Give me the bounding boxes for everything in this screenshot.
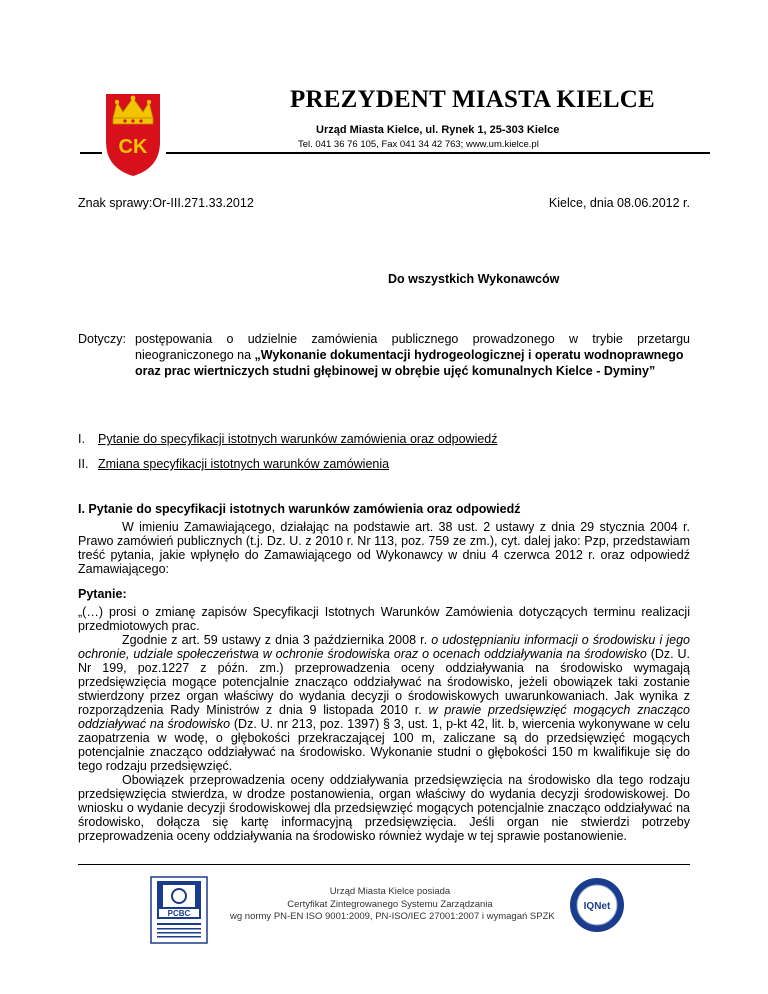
- footer-line-1: Urząd Miasta Kielce posiada: [329, 886, 451, 897]
- pcbc-certificate-logo: [150, 876, 208, 944]
- regarding-line-2: [135, 348, 684, 362]
- toc-item-2-number: II.: [78, 457, 89, 471]
- q-p2-part-e: (Dz. U. nr 213, poz. 1397) § 3, ust. 1, p-kt 42, lit. b, wiercenia wykonywane w celu zaopatrzenia w wodę, o głębokości przekraczającej 100 m, zaliczane są do przedsięwzięć mogących potencjalnie znacząco oddziaływać na środowisko. Wykonanie studni o głębokości 150 m kwalifikuje się do tego rodzaju przedsięwzięć.: [78, 717, 690, 773]
- section-1-intro: W imieniu Zamawiającego, działając na podstawie art. 38 ust. 2 ustawy z dnia 29 stycznia 2004 r. Prawo zamówień publicznych (t.j. Dz. U. z 2010 r. Nr 113, poz. 759 ze zm.), cyt. dalej jako: Pzp, przedstawiam treść pytania, jakie wpłynęło do Zamawiającego od Wykonawcy w dniu 4 czerwca 2012 r. oraz odpowiedź Zamawiającego:: [78, 520, 690, 576]
- letter-date: Kielce, dnia 08.06.2012 r.: [548, 196, 690, 210]
- question-paragraph-2: [78, 633, 690, 773]
- question-body: [78, 605, 690, 843]
- footer-certification-text: [230, 886, 555, 924]
- q-p2-part-a: Zgodnie z art. 59 ustawy z dnia 3 października 2008 r.: [122, 633, 432, 647]
- question-label: Pytanie:: [78, 587, 127, 601]
- footer-rule: [78, 864, 690, 865]
- q-p2-regulation-title: w prawie przedsięwzięć mogących znacząco oddziaływać na środowisko: [78, 703, 691, 731]
- q-p2-part-c: (Dz. U. Nr 199, poz.1227 z późn. zm.) przeprowadzenia oceny oddziaływania na środowisko wymagają przedsięwzięcia mogące potencjalnie znacząco oddziaływać na środowisko, jeżeli obowiązek taki zostanie stwierdzony przez organ właściwy do wydania decyzji o środowiskowych uwarunkowaniach. Jak wynika z rozporządzenia Rady Ministrów z dnia 9 listopada 2010 r.: [78, 647, 691, 717]
- regarding-label: Dotyczy:: [78, 332, 126, 346]
- page-title: PREZYDENT MIASTA KIELCE: [290, 86, 655, 113]
- regarding-line-2-prefix: nieograniczonego na: [135, 348, 255, 362]
- section-1-heading: I. Pytanie do specyfikacji istotnych warunków zamówienia oraz odpowiedź: [78, 502, 521, 516]
- svg-text:CK: CK: [118, 136, 148, 158]
- toc-item-2: [78, 457, 389, 471]
- regarding-line-1: postępowania o udzielnie zamówienia publicznego prowadzonego w trybie przetargu: [135, 332, 690, 346]
- q-p2-act-title: o udostępnianiu informacji o środowisku i jego ochronie, udziale społeczeństwa w ochronie środowiska oraz o ocenach oddziaływania na środowisko: [78, 633, 690, 661]
- toc-item-1: [78, 432, 498, 446]
- pcbc-label: PCBC: [167, 909, 191, 918]
- office-contact: Tel. 041 36 76 105, Fax 041 34 42 763; www.um.kielce.pl: [298, 139, 539, 150]
- toc-item-2-label: Zmiana specyfikacji istotnych warunków zamówienia: [98, 457, 390, 471]
- toc-item-1-number: I.: [78, 432, 85, 446]
- case-reference: Znak sprawy:Or-III.271.33.2012: [78, 196, 254, 210]
- question-paragraph-3: Obowiązek przeprowadzenia oceny oddziaływania przedsięwzięcia na środowisko dla tego rodzaju przedsięwzięcia stwierdza, w drodze postanowienia, organ właściwy do wydania decyzji środowiskowej. Do wniosku o wydanie decyzji środowiskowej dla przedsięwzięć mogących potencjalnie znacząco oddziaływać na środowisko, dołącza się kartę informacyjną przedsięwzięcia. Jeśli organ nie stwierdzi potrzeby przeprowadzenia oceny oddziaływania na środowisko również wydaje w tej sprawie postanowienie.: [78, 773, 690, 843]
- question-paragraph-1: „(…) prosi o zmianę zapisów Specyfikacji Istotnych Warunków Zamówienia dotyczących terminu realizacji przedmiotowych prac.: [78, 605, 690, 633]
- regarding-line-3: oraz prac wiertniczych studni głębinowej w obrębie ujęć komunalnych Kielce - Dyminy”: [135, 364, 656, 378]
- office-address: Urząd Miasta Kielce, ul. Rynek 1, 25-303 Kielce: [316, 124, 560, 136]
- footer-line-2: Certyfikat Zintegrowanego Systemu Zarządzania: [287, 898, 493, 910]
- iqnet-label: IQNet: [583, 901, 611, 912]
- regarding-line-2-title: „Wykonanie dokumentacji hydrogeologicznej i operatu wodnoprawnego: [254, 348, 684, 362]
- footer-line-3: wg normy PN-EN ISO 9001:2009, PN-ISO/IEC 27001:2007 i wymagań SPZK: [230, 911, 555, 922]
- city-crest-logo: [104, 92, 162, 178]
- header-rule-left: [80, 152, 102, 154]
- toc-item-1-label: Pytanie do specyfikacji istotnych warunków zamówienia oraz odpowiedź: [98, 432, 498, 446]
- addressee: Do wszystkich Wykonawców: [388, 272, 560, 286]
- iqnet-certificate-logo: [568, 876, 626, 934]
- header-rule: [166, 152, 710, 154]
